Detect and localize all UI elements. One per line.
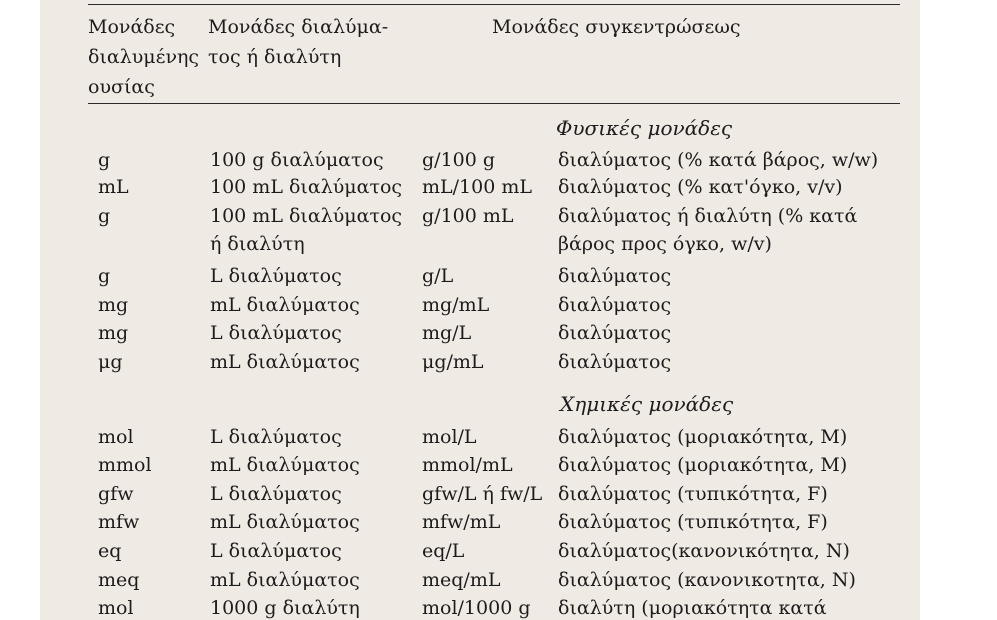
header-concentration-units: Μονάδες συγκεντρώσεως [492, 16, 741, 38]
description-cell: διαλύματος (τυπικότητα, F) [558, 511, 828, 533]
description-cell: διαλύματος (% κατά βάρος, w/w) [558, 149, 879, 171]
solute-cell: mL [98, 176, 129, 198]
description-cell: διαλύματος [558, 265, 672, 287]
solvent-cell: L διαλύματος [210, 322, 342, 344]
solvent-cell: ή διαλύτη [210, 233, 305, 255]
solute-cell: mol [98, 426, 134, 448]
unit-cell: mmol/mL [422, 454, 513, 476]
description-cell: διαλύματος (μοριακότητα, Μ) [558, 454, 848, 476]
description-cell: διαλύματος ή διαλύτη (% κατά [558, 205, 858, 227]
solute-cell: g [98, 265, 111, 287]
solute-cell: μg [98, 351, 123, 373]
solute-cell: mol [98, 597, 134, 619]
description-cell: διαλύματος [558, 294, 672, 316]
unit-cell: gfw/L ή fw/L [422, 483, 543, 505]
unit-cell: eq/L [422, 540, 465, 562]
solvent-cell: 100 mL διαλύματος [210, 176, 403, 198]
solvent-cell: 100 g διαλύματος [210, 149, 384, 171]
description-cell: βάρος προς όγκο, w/v) [558, 233, 772, 255]
unit-cell: mg/mL [422, 294, 490, 316]
header-rule [88, 103, 900, 104]
description-cell: διαλύτη (μοριακότητα κατά [558, 597, 827, 619]
description-cell: διαλύματος [558, 322, 672, 344]
solute-cell: mmol [98, 454, 152, 476]
solvent-cell: mL διαλύματος [210, 511, 360, 533]
solute-cell: mg [98, 322, 129, 344]
solute-cell: gfw [98, 483, 134, 505]
solvent-cell: L διαλύματος [210, 426, 342, 448]
solute-cell: g [98, 149, 111, 171]
unit-cell: g/100 g [422, 149, 496, 171]
unit-cell: mL/100 mL [422, 176, 532, 198]
unit-cell: g/L [422, 265, 454, 287]
solute-cell: eq [98, 540, 122, 562]
book-page [40, 0, 920, 620]
section-physical-units: Φυσικές μονάδες [556, 116, 733, 140]
solute-cell: meq [98, 569, 140, 591]
solute-cell: mfw [98, 511, 140, 533]
solute-cell: mg [98, 294, 129, 316]
section-chemical-units: Χημικές μονάδες [560, 392, 734, 416]
top-rule [88, 4, 900, 5]
solvent-cell: mL διαλύματος [210, 569, 360, 591]
solvent-cell: L διαλύματος [210, 265, 342, 287]
description-cell: διαλύματος [558, 351, 672, 373]
solvent-cell: 1000 g διαλύτη [210, 597, 360, 619]
unit-cell: mol/L [422, 426, 477, 448]
description-cell: διαλύματος(κανονικότητα, Ν) [558, 540, 850, 562]
solvent-cell: L διαλύματος [210, 540, 342, 562]
unit-cell: mfw/mL [422, 511, 501, 533]
description-cell: διαλύματος (μοριακότητα, Μ) [558, 426, 848, 448]
unit-cell: meq/mL [422, 569, 501, 591]
solvent-cell: mL διαλύματος [210, 351, 360, 373]
description-cell: διαλύματος (τυπικότητα, F) [558, 483, 828, 505]
unit-cell: mg/L [422, 322, 472, 344]
solvent-cell: L διαλύματος [210, 483, 342, 505]
unit-cell: μg/mL [422, 351, 484, 373]
unit-cell: g/100 mL [422, 205, 514, 227]
solvent-cell: 100 mL διαλύματος [210, 205, 403, 227]
header-solution-units: Μονάδες διαλύμα- τος ή διαλύτη [208, 16, 389, 68]
unit-cell: mol/1000 g [422, 597, 531, 619]
solvent-cell: mL διαλύματος [210, 454, 360, 476]
header-solute-units: Μονάδες διαλυμένης ουσίας [88, 16, 200, 98]
description-cell: διαλύματος (κανονικοτητα, Ν) [558, 569, 856, 591]
description-cell: διαλύματος (% κατ'όγκο, v/v) [558, 176, 843, 198]
solute-cell: g [98, 205, 111, 227]
solvent-cell: mL διαλύματος [210, 294, 360, 316]
